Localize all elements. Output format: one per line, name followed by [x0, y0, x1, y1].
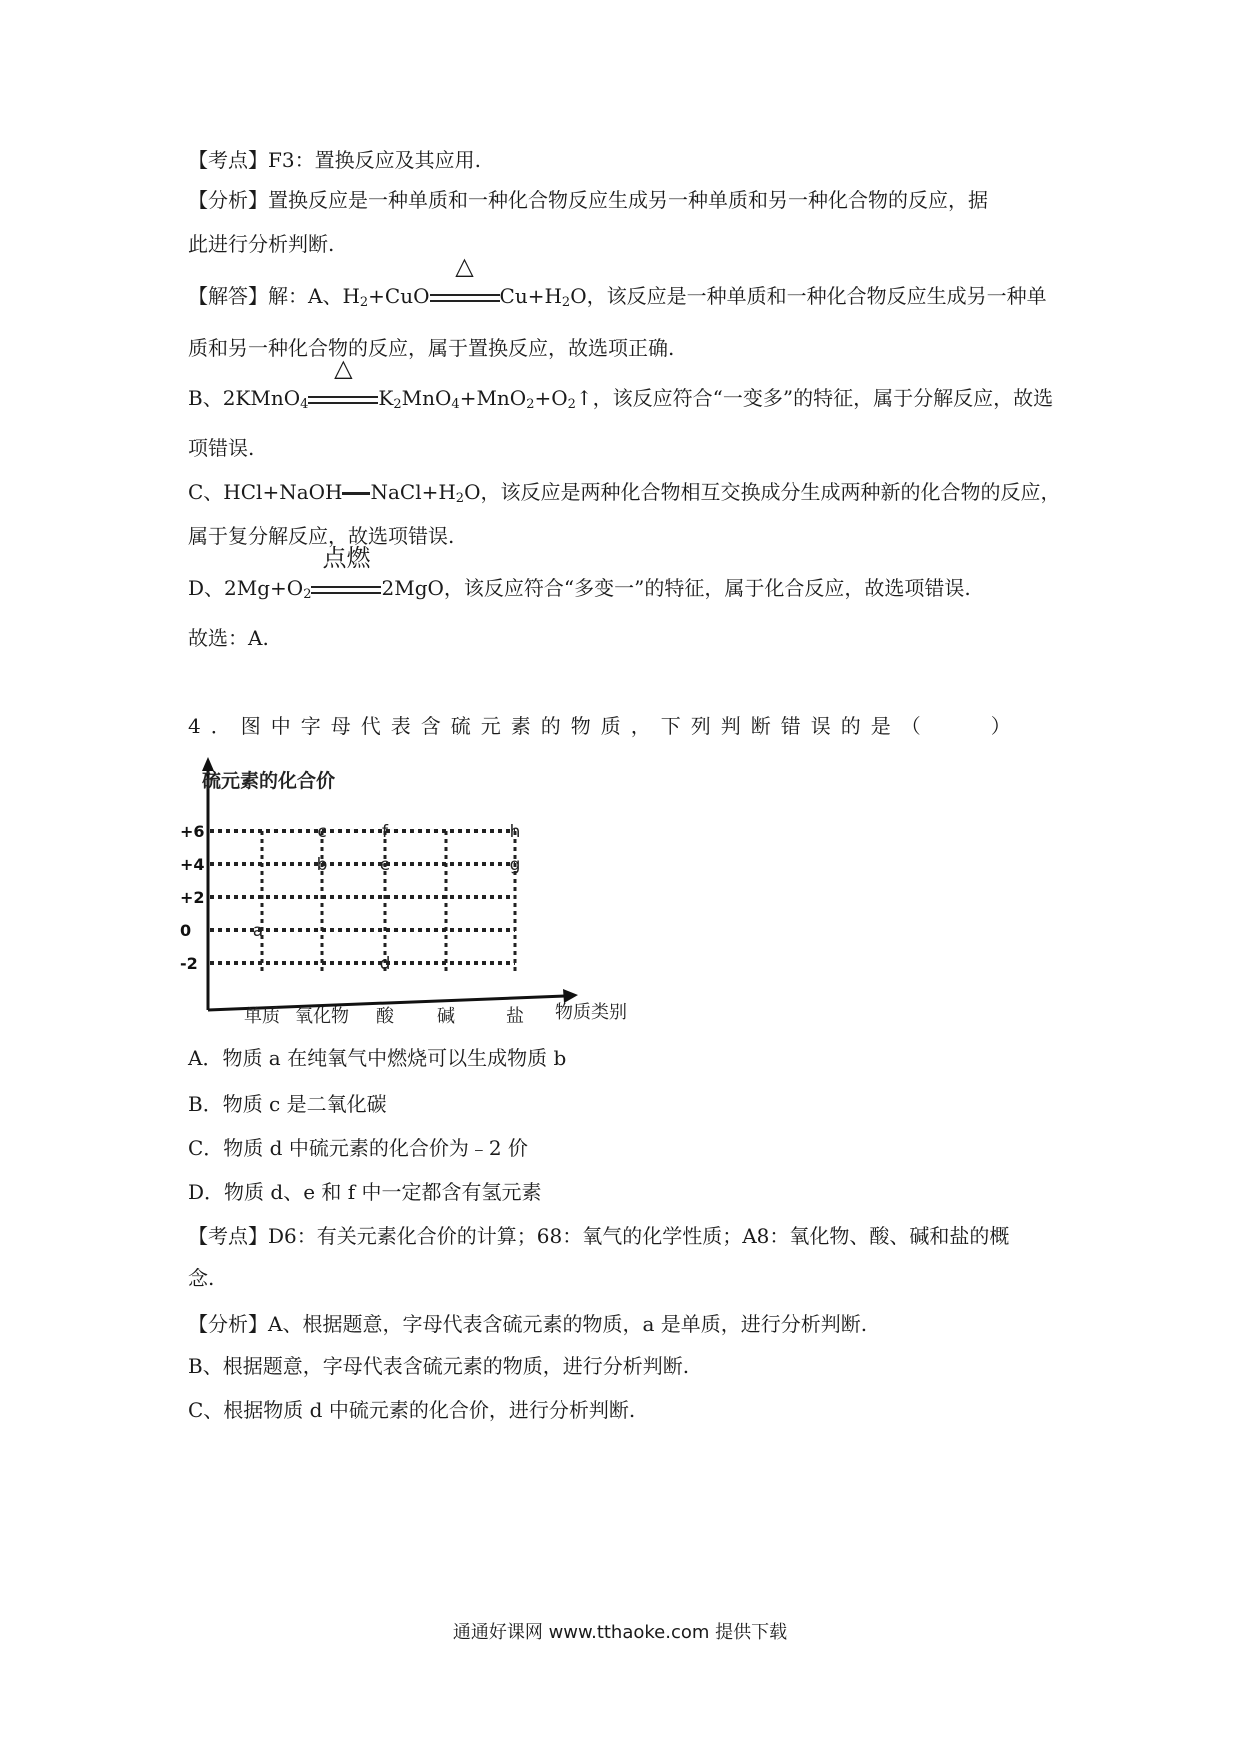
- answer-A-product: Cu+H: [499, 284, 562, 308]
- heat-condition-equals: [308, 354, 378, 412]
- subscript: 2: [393, 397, 402, 412]
- point-label-e: e: [379, 855, 391, 875]
- y-tick-label: +4: [180, 855, 205, 874]
- fenxi-4-line2: B、根据题意，字母代表含硫元素的物质，进行分析判断.: [188, 1354, 690, 1378]
- subscript: 4: [451, 397, 460, 412]
- equals-sign: [342, 478, 370, 506]
- final-answer: 故选：A.: [188, 626, 269, 650]
- answer-C-text: O，该反应是两种化合物相互交换成分生成两种新的化合物的反应，: [464, 480, 1061, 504]
- fenxi-3-line1: 【分析】置换反应是一种单质和一种化合物反应生成另一种单质和另一种化合物的反应，据: [188, 188, 988, 212]
- answer-B-product: +O: [534, 386, 568, 410]
- y-tick-label: -2: [180, 954, 198, 973]
- answer-B-product: MnO: [401, 386, 452, 410]
- heat-triangle-icon: △: [455, 252, 474, 280]
- point-label-g: g: [509, 855, 521, 875]
- subscript: 2: [455, 491, 465, 506]
- subscript: 2: [567, 397, 576, 412]
- point-label-h: h: [509, 822, 521, 842]
- x-axis-arrow-icon: [563, 989, 578, 1003]
- x-tick-label: 氧化物: [295, 1006, 349, 1027]
- footer-source: 通通好课网 www.tthaoke.com 提供下载: [452, 1622, 788, 1643]
- subscript: 2: [359, 295, 369, 310]
- answer-B-prefix: B、2KMnO: [188, 386, 301, 410]
- point-label-b: b: [316, 855, 328, 875]
- answer-B-text: ↑，该反应符合“一变多”的特征，属于分解反应，故选: [575, 386, 1054, 410]
- x-tick-label: 单质: [244, 1006, 280, 1027]
- answer-B-product: K: [378, 386, 394, 410]
- subscript: 2: [303, 587, 312, 602]
- fenxi-4-line3: C、根据物质 d 中硫元素的化合价，进行分析判断.: [188, 1398, 636, 1422]
- answer-D-line: [188, 544, 971, 609]
- ignition-label: 点燃: [322, 544, 371, 572]
- point-label-f: f: [382, 822, 388, 842]
- heat-condition-equals: [430, 252, 500, 310]
- y-tick-labels: [180, 822, 205, 973]
- ignition-condition-equals: [311, 544, 381, 602]
- question-4-stem: 4．图中字母代表含硫元素的物质，下列判断错误的是（ ）: [188, 714, 1021, 738]
- subscript: 2: [526, 397, 535, 412]
- y-axis-label: 硫元素的化合价: [202, 770, 336, 792]
- point-label-a: a: [252, 921, 264, 941]
- option-A: A．物质 a 在纯氧气中燃烧可以生成物质 b: [188, 1046, 567, 1070]
- y-tick-label: +6: [180, 822, 205, 841]
- x-axis-label: 物质类别: [555, 1002, 627, 1023]
- answer-B-product: +MnO: [459, 386, 527, 410]
- x-tick-label: 碱: [437, 1006, 455, 1027]
- point-label-d: d: [379, 954, 391, 974]
- sulfur-valence-chart: [180, 755, 720, 1055]
- option-C: C．物质 d 中硫元素的化合价为﹣2 价: [188, 1136, 528, 1160]
- x-tick-labels: [244, 1006, 524, 1027]
- point-label-c: c: [317, 822, 327, 842]
- x-tick-label: 酸: [376, 1006, 394, 1027]
- y-tick-label: 0: [180, 921, 192, 940]
- answer-A-text: O，该反应是一种单质和一种化合物反应生成另一种单: [570, 284, 1047, 308]
- option-D: D．物质 d、e 和 f 中一定都含有氢元素: [188, 1180, 542, 1204]
- x-tick-label: 盐: [506, 1006, 524, 1027]
- answer-C-prefix: C、HCl+NaOH: [188, 480, 343, 504]
- subscript: 4: [300, 397, 309, 412]
- answer-C-line1: [188, 478, 1060, 513]
- answer-B-line1: [188, 354, 1054, 419]
- y-tick-label: +2: [180, 888, 205, 907]
- subscript: 2: [561, 295, 571, 310]
- answer-A-reactant: +CuO: [368, 284, 430, 308]
- answer-A-prefix: 【解答】解：A、H: [188, 284, 360, 308]
- chart-grid: [210, 831, 515, 975]
- y-axis-arrow-icon: [202, 757, 214, 771]
- answer-C-product: NaCl+H: [370, 480, 456, 504]
- heat-triangle-icon: △: [334, 354, 353, 382]
- answer-B-line2: 项错误.: [188, 436, 255, 460]
- answer-D-text: 2MgO，该反应符合“多变一”的特征，属于化合反应，故选项错误.: [381, 576, 971, 600]
- fenxi-4-line1: 【分析】A、根据题意，字母代表含硫元素的物质，a 是单质，进行分析判断.: [188, 1312, 868, 1336]
- option-B: B．物质 c 是二氧化碳: [188, 1092, 387, 1116]
- kaodian-3: 【考点】F3：置换反应及其应用.: [188, 148, 481, 172]
- kaodian-4-line2: 念.: [188, 1266, 215, 1290]
- answer-A-line1: [188, 252, 1047, 317]
- kaodian-4-line1: 【考点】D6：有关元素化合价的计算；68：氧气的化学性质；A8：氧化物、酸、碱和盐的概: [188, 1224, 1010, 1248]
- answer-A-line2: 质和另一种化合物的反应，属于置换反应，故选项正确.: [188, 336, 675, 360]
- fenxi-3-line2: 此进行分析判断.: [188, 232, 335, 256]
- answer-D-prefix: D、2Mg+O: [188, 576, 304, 600]
- answer-C-line2: 属于复分解反应，故选项错误.: [188, 524, 455, 548]
